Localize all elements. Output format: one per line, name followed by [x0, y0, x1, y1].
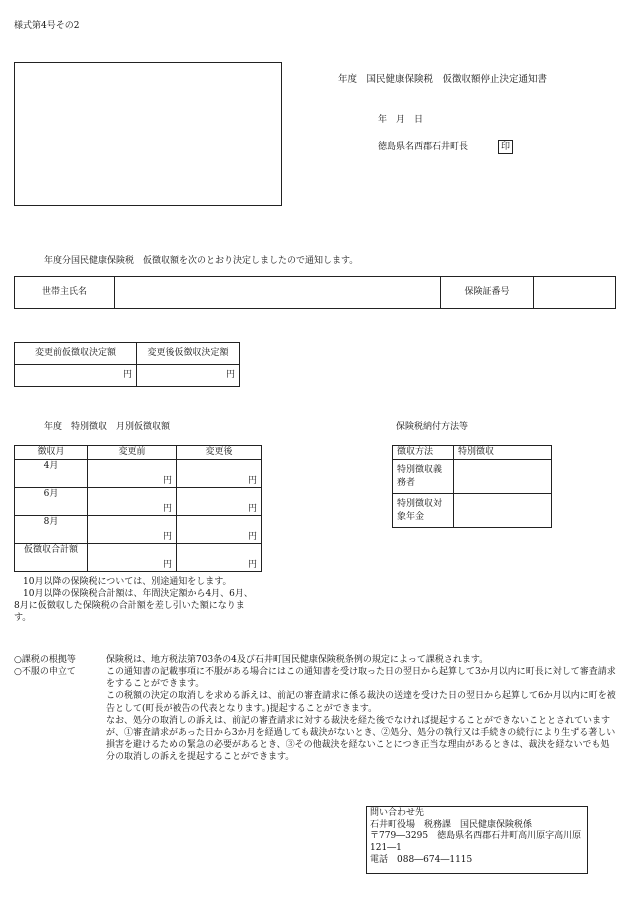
- yen-unit: 円: [247, 559, 257, 570]
- yen-unit: 円: [247, 531, 257, 542]
- month-cell: 8月: [15, 516, 88, 544]
- table-row: [15, 488, 262, 516]
- monthly-title: 年度 特別徴収 月別仮徴収額: [44, 422, 171, 432]
- issuer-line: [378, 140, 513, 154]
- before-amount-label: 変更前仮徴収決定額: [15, 343, 137, 365]
- seal-mark: 印: [498, 140, 513, 154]
- before-cell: [88, 460, 177, 488]
- contact-dept: 石井町役場 税務課 国民健康保険税係: [370, 819, 533, 830]
- obligor-label: 特別徴収義務者: [393, 460, 454, 494]
- objection-label: ○不服の申立て: [14, 667, 76, 677]
- after-cell: [177, 516, 262, 544]
- table-row: [15, 516, 262, 544]
- method-label: 徴収方法: [393, 446, 454, 460]
- pension-label: 特別徴収対象年金: [393, 494, 454, 528]
- month-cell: 6月: [15, 488, 88, 516]
- after-amount-value: [137, 365, 240, 387]
- household-table: [14, 276, 616, 309]
- before-cell: [88, 488, 177, 516]
- month-cell: 仮徴収合計額: [15, 544, 88, 572]
- basis-text: 保険税は、地方税法第703条の4及び石井町国民健康保険税条例の規定によって課税されます。: [106, 655, 489, 665]
- form-number: 様式第4号その2: [14, 21, 80, 31]
- after-cell: [177, 460, 262, 488]
- after-cell: [177, 544, 262, 572]
- objection-text-2: この税額の決定の取消しを求める訴えは、前記の審査請求に係る裁決の送達を受けた日の翌日から起算して6か月以内に町を被告として(町長が被告の代表となります。)提起することができます。: [106, 691, 616, 714]
- after-amount-label: 変更後仮徴収決定額: [137, 343, 240, 365]
- note-line: 10月以降の保険税については、別途通知をします。: [23, 577, 232, 587]
- contact-box: [366, 806, 588, 874]
- yen-unit: 円: [247, 503, 257, 514]
- payment-title: 保険税納付方法等: [396, 422, 469, 432]
- payment-table: [392, 445, 552, 528]
- yen-unit: 円: [162, 531, 172, 542]
- yen-unit: 円: [247, 475, 257, 486]
- monthly-notes: [14, 576, 258, 625]
- obligor-value: [454, 460, 552, 494]
- household-head-value: [115, 277, 441, 309]
- yen-unit: 円: [162, 503, 172, 514]
- issue-date: 年 月 日: [378, 115, 424, 125]
- after-cell: [177, 488, 262, 516]
- insurance-no-label: 保険証番号: [441, 277, 534, 309]
- change-amounts-table: [14, 342, 240, 387]
- month-cell: 4月: [15, 460, 88, 488]
- pension-value: [454, 494, 552, 528]
- yen-unit: 円: [225, 370, 235, 381]
- intro-text: 年度分国民健康保険税 仮徴収額を次のとおり決定しましたので通知します。: [44, 256, 359, 266]
- issuer-name: 徳島県名西郡石井町長: [378, 142, 469, 152]
- document-title: 年度 国民健康保険税 仮徴収額停止決定通知書: [338, 74, 548, 85]
- col-after-header: 変更後: [177, 446, 262, 460]
- note-line: 10月以降の保険税合計額は、年間決定額から4月、6月、8月に仮徴収した保険税の合計額を差し引いた額になります。: [14, 589, 253, 624]
- table-row: [15, 460, 262, 488]
- contact-address: 〒779―3295 徳島県名西郡石井町高川原字高川原121―1: [370, 831, 582, 854]
- objection-text-1: この通知書の記載事項に不服がある場合にはこの通知書を受け取った日の翌日から起算して3か月以内に町長に対して審査請求をすることができます。: [106, 667, 616, 690]
- monthly-table: [14, 445, 262, 572]
- table-row: [15, 544, 262, 572]
- col-before-header: 変更前: [88, 446, 177, 460]
- household-head-label: 世帯主氏名: [15, 277, 115, 309]
- basis-label: ○課税の根拠等: [14, 655, 76, 665]
- insurance-no-value: [534, 277, 616, 309]
- legal-text: [106, 654, 616, 763]
- yen-unit: 円: [122, 370, 132, 381]
- before-cell: [88, 516, 177, 544]
- yen-unit: 円: [162, 475, 172, 486]
- col-month-header: 徴収月: [15, 446, 88, 460]
- address-window: [14, 62, 282, 206]
- contact-phone: 電話 088―674―1115: [370, 854, 473, 865]
- method-value: 特別徴収: [454, 446, 552, 460]
- before-cell: [88, 544, 177, 572]
- contact-header: 問い合わせ先: [370, 808, 425, 818]
- before-amount-value: [15, 365, 137, 387]
- objection-text-3: なお、処分の取消しの訴えは、前記の審査請求に対する裁決を経た後でなければ提起することができないこととされていますが、①審査請求があった日から3か月を経過しても裁決がないとき、②処分、処分の執行又は手続きの続行により生ずる著しい損害を避けるための緊急の必要があるとき、③その他裁決を経ないことにつき正当な理由があるときは、裁決を経ないでも処分の取消しの訴えを提起することができます。: [106, 715, 616, 763]
- yen-unit: 円: [162, 559, 172, 570]
